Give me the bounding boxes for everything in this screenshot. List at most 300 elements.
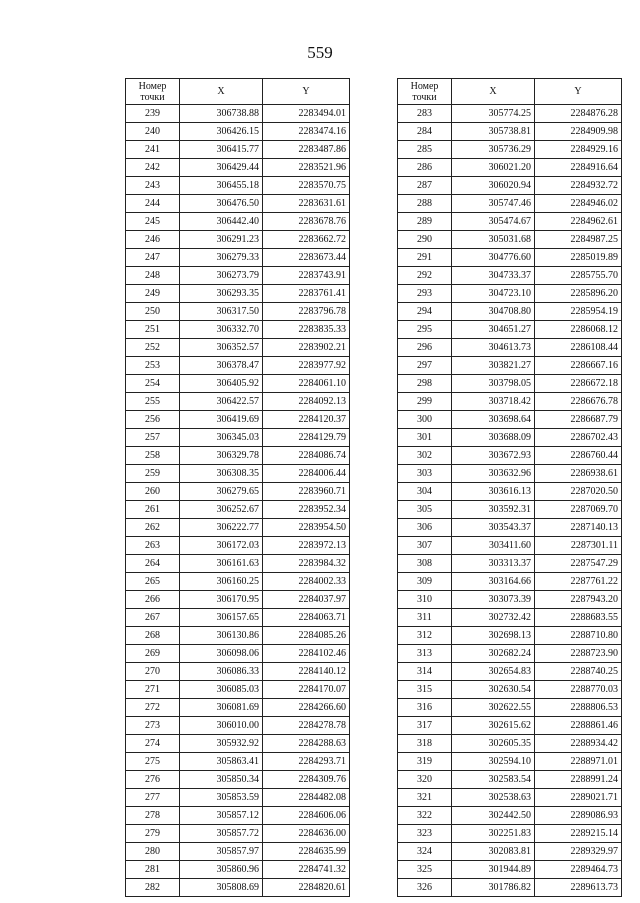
y-value-cell: 2284635.99 bbox=[263, 843, 350, 861]
table-row bbox=[398, 465, 622, 483]
point-number-cell: 253 bbox=[126, 357, 180, 375]
point-number-cell: 263 bbox=[126, 537, 180, 555]
y-value-cell: 2284606.06 bbox=[263, 807, 350, 825]
table-row bbox=[126, 735, 350, 753]
y-value-cell: 2288683.55 bbox=[535, 609, 622, 627]
table-header-row bbox=[126, 79, 350, 105]
y-value-cell: 2284037.97 bbox=[263, 591, 350, 609]
x-value-cell: 302682.24 bbox=[452, 645, 535, 663]
y-value-cell: 2283521.96 bbox=[263, 159, 350, 177]
table-row bbox=[126, 807, 350, 825]
y-value-cell: 2289086.93 bbox=[535, 807, 622, 825]
y-value-cell: 2288861.46 bbox=[535, 717, 622, 735]
point-number-cell: 245 bbox=[126, 213, 180, 231]
y-value-cell: 2283972.13 bbox=[263, 537, 350, 555]
y-value-cell: 2283678.76 bbox=[263, 213, 350, 231]
point-number-cell: 312 bbox=[398, 627, 452, 645]
point-number-cell: 289 bbox=[398, 213, 452, 231]
point-number-cell: 241 bbox=[126, 141, 180, 159]
x-value-cell: 305736.29 bbox=[452, 141, 535, 159]
y-value-cell: 2283902.21 bbox=[263, 339, 350, 357]
point-number-cell: 278 bbox=[126, 807, 180, 825]
y-value-cell: 2284293.71 bbox=[263, 753, 350, 771]
x-value-cell: 306222.77 bbox=[180, 519, 263, 537]
x-value-cell: 303798.05 bbox=[452, 375, 535, 393]
point-number-cell: 271 bbox=[126, 681, 180, 699]
y-value-cell: 2283977.92 bbox=[263, 357, 350, 375]
x-value-cell: 306317.50 bbox=[180, 303, 263, 321]
x-value-cell: 301786.82 bbox=[452, 879, 535, 897]
table-row bbox=[126, 249, 350, 267]
y-value-cell: 2283474.16 bbox=[263, 123, 350, 141]
table-row bbox=[126, 627, 350, 645]
y-value-cell: 2288723.90 bbox=[535, 645, 622, 663]
point-number-cell: 279 bbox=[126, 825, 180, 843]
x-value-cell: 304733.37 bbox=[452, 267, 535, 285]
x-value-cell: 305853.59 bbox=[180, 789, 263, 807]
point-number-cell: 273 bbox=[126, 717, 180, 735]
y-value-cell: 2284820.61 bbox=[263, 879, 350, 897]
point-number-cell: 316 bbox=[398, 699, 452, 717]
y-value-cell: 2289021.71 bbox=[535, 789, 622, 807]
table-row bbox=[126, 429, 350, 447]
table-row bbox=[126, 303, 350, 321]
point-number-cell: 304 bbox=[398, 483, 452, 501]
point-number-cell: 295 bbox=[398, 321, 452, 339]
x-value-cell: 306426.15 bbox=[180, 123, 263, 141]
x-value-cell: 306021.20 bbox=[452, 159, 535, 177]
x-value-cell: 303164.66 bbox=[452, 573, 535, 591]
point-number-cell: 268 bbox=[126, 627, 180, 645]
point-number-cell: 320 bbox=[398, 771, 452, 789]
y-value-cell: 2284170.07 bbox=[263, 681, 350, 699]
table-row bbox=[126, 393, 350, 411]
x-value-cell: 303672.93 bbox=[452, 447, 535, 465]
point-number-cell: 240 bbox=[126, 123, 180, 141]
y-value-cell: 2283984.32 bbox=[263, 555, 350, 573]
point-number-cell: 292 bbox=[398, 267, 452, 285]
x-value-cell: 306293.35 bbox=[180, 285, 263, 303]
table-row bbox=[126, 141, 350, 159]
table-row bbox=[398, 879, 622, 897]
table-row bbox=[398, 573, 622, 591]
x-value-cell: 302251.83 bbox=[452, 825, 535, 843]
x-value-cell: 303688.09 bbox=[452, 429, 535, 447]
x-value-cell: 306442.40 bbox=[180, 213, 263, 231]
x-value-cell: 306345.03 bbox=[180, 429, 263, 447]
table-row bbox=[126, 321, 350, 339]
point-number-cell: 280 bbox=[126, 843, 180, 861]
y-value-cell: 2284876.28 bbox=[535, 105, 622, 123]
point-number-cell: 239 bbox=[126, 105, 180, 123]
page-number: 559 bbox=[307, 43, 333, 62]
table-row bbox=[398, 825, 622, 843]
y-value-cell: 2289215.14 bbox=[535, 825, 622, 843]
table-row bbox=[126, 177, 350, 195]
x-value-cell: 302615.62 bbox=[452, 717, 535, 735]
y-value-cell: 2288770.03 bbox=[535, 681, 622, 699]
point-number-cell: 248 bbox=[126, 267, 180, 285]
x-value-cell: 305747.46 bbox=[452, 195, 535, 213]
table-row bbox=[398, 231, 622, 249]
table-header-row bbox=[398, 79, 622, 105]
table-row bbox=[398, 285, 622, 303]
x-value-cell: 306273.79 bbox=[180, 267, 263, 285]
x-value-cell: 306291.23 bbox=[180, 231, 263, 249]
point-number-cell: 251 bbox=[126, 321, 180, 339]
y-value-cell: 2288991.24 bbox=[535, 771, 622, 789]
point-number-cell: 310 bbox=[398, 591, 452, 609]
x-value-cell: 305031.68 bbox=[452, 231, 535, 249]
y-value-cell: 2284006.44 bbox=[263, 465, 350, 483]
y-value-cell: 2285896.20 bbox=[535, 285, 622, 303]
x-value-cell: 304708.80 bbox=[452, 303, 535, 321]
y-value-cell: 2284278.78 bbox=[263, 717, 350, 735]
y-value-cell: 2283570.75 bbox=[263, 177, 350, 195]
y-value-cell: 2287943.20 bbox=[535, 591, 622, 609]
point-number-cell: 319 bbox=[398, 753, 452, 771]
y-value-cell: 2284962.61 bbox=[535, 213, 622, 231]
point-number-cell: 288 bbox=[398, 195, 452, 213]
x-value-cell: 303718.42 bbox=[452, 393, 535, 411]
point-number-cell: 282 bbox=[126, 879, 180, 897]
x-value-cell: 305774.25 bbox=[452, 105, 535, 123]
table-row bbox=[398, 123, 622, 141]
point-number-cell: 296 bbox=[398, 339, 452, 357]
table-row bbox=[126, 339, 350, 357]
table-row bbox=[398, 159, 622, 177]
x-value-cell: 306130.86 bbox=[180, 627, 263, 645]
point-number-cell: 249 bbox=[126, 285, 180, 303]
point-number-cell: 307 bbox=[398, 537, 452, 555]
table-row bbox=[398, 753, 622, 771]
table-row bbox=[126, 105, 350, 123]
point-number-cell: 244 bbox=[126, 195, 180, 213]
x-value-cell: 305932.92 bbox=[180, 735, 263, 753]
table-row bbox=[126, 771, 350, 789]
point-number-cell: 315 bbox=[398, 681, 452, 699]
y-value-cell: 2284929.16 bbox=[535, 141, 622, 159]
point-number-cell: 283 bbox=[398, 105, 452, 123]
point-number-cell: 254 bbox=[126, 375, 180, 393]
table-row bbox=[398, 357, 622, 375]
y-value-cell: 2284309.76 bbox=[263, 771, 350, 789]
y-value-cell: 2289329.97 bbox=[535, 843, 622, 861]
y-value-cell: 2284092.13 bbox=[263, 393, 350, 411]
point-number-cell: 260 bbox=[126, 483, 180, 501]
point-number-cell: 322 bbox=[398, 807, 452, 825]
y-value-cell: 2285755.70 bbox=[535, 267, 622, 285]
x-value-cell: 303616.13 bbox=[452, 483, 535, 501]
y-value-cell: 2284987.25 bbox=[535, 231, 622, 249]
table-row bbox=[126, 555, 350, 573]
point-number-cell: 285 bbox=[398, 141, 452, 159]
table-row bbox=[398, 501, 622, 519]
point-number-cell: 303 bbox=[398, 465, 452, 483]
y-value-cell: 2286108.44 bbox=[535, 339, 622, 357]
coordinates-table-right bbox=[397, 78, 622, 897]
x-value-cell: 304776.60 bbox=[452, 249, 535, 267]
point-number-cell: 258 bbox=[126, 447, 180, 465]
x-value-cell: 306279.33 bbox=[180, 249, 263, 267]
x-value-cell: 306415.77 bbox=[180, 141, 263, 159]
point-number-cell: 276 bbox=[126, 771, 180, 789]
table-row bbox=[126, 465, 350, 483]
x-value-cell: 306086.33 bbox=[180, 663, 263, 681]
point-number-cell: 291 bbox=[398, 249, 452, 267]
table-row bbox=[398, 411, 622, 429]
table-row bbox=[398, 519, 622, 537]
y-value-cell: 2284002.33 bbox=[263, 573, 350, 591]
y-value-cell: 2284086.74 bbox=[263, 447, 350, 465]
x-value-cell: 305857.97 bbox=[180, 843, 263, 861]
x-value-cell: 305474.67 bbox=[452, 213, 535, 231]
table-row bbox=[398, 609, 622, 627]
x-value-cell: 306329.78 bbox=[180, 447, 263, 465]
y-value-cell: 2285019.89 bbox=[535, 249, 622, 267]
point-number-cell: 274 bbox=[126, 735, 180, 753]
x-value-cell: 305808.69 bbox=[180, 879, 263, 897]
point-number-cell: 309 bbox=[398, 573, 452, 591]
coordinates-body-left bbox=[126, 105, 350, 897]
table-row bbox=[126, 447, 350, 465]
point-number-cell: 306 bbox=[398, 519, 452, 537]
y-value-cell: 2283761.41 bbox=[263, 285, 350, 303]
table-row bbox=[126, 789, 350, 807]
x-value-cell: 306020.94 bbox=[452, 177, 535, 195]
table-row bbox=[126, 591, 350, 609]
x-value-cell: 305863.41 bbox=[180, 753, 263, 771]
x-value-cell: 306160.25 bbox=[180, 573, 263, 591]
point-number-header-line2: точки bbox=[412, 91, 437, 103]
table-row bbox=[398, 861, 622, 879]
point-number-cell: 269 bbox=[126, 645, 180, 663]
table-row bbox=[398, 699, 622, 717]
point-number-cell: 266 bbox=[126, 591, 180, 609]
y-value-cell: 2284909.98 bbox=[535, 123, 622, 141]
x-value-cell: 306455.18 bbox=[180, 177, 263, 195]
x-value-cell: 305850.34 bbox=[180, 771, 263, 789]
point-number-cell: 257 bbox=[126, 429, 180, 447]
x-value-cell: 306429.44 bbox=[180, 159, 263, 177]
y-value-cell: 2288806.53 bbox=[535, 699, 622, 717]
y-value-cell: 2288740.25 bbox=[535, 663, 622, 681]
y-value-cell: 2286667.16 bbox=[535, 357, 622, 375]
table-row bbox=[126, 375, 350, 393]
y-value-cell: 2284085.26 bbox=[263, 627, 350, 645]
table-row bbox=[126, 753, 350, 771]
point-number-cell: 293 bbox=[398, 285, 452, 303]
table-row bbox=[126, 501, 350, 519]
y-value-cell: 2288971.01 bbox=[535, 753, 622, 771]
x-value-cell: 306010.00 bbox=[180, 717, 263, 735]
x-value-cell: 306332.70 bbox=[180, 321, 263, 339]
x-value-cell: 303313.37 bbox=[452, 555, 535, 573]
table-row bbox=[126, 681, 350, 699]
point-number-cell: 261 bbox=[126, 501, 180, 519]
y-value-cell: 2287301.11 bbox=[535, 537, 622, 555]
table-row bbox=[126, 213, 350, 231]
coordinates-body-right bbox=[398, 105, 622, 897]
y-value-cell: 2283487.86 bbox=[263, 141, 350, 159]
x-value-cell: 304651.27 bbox=[452, 321, 535, 339]
x-value-cell: 306161.63 bbox=[180, 555, 263, 573]
table-row bbox=[126, 861, 350, 879]
table-row bbox=[126, 123, 350, 141]
point-number-cell: 277 bbox=[126, 789, 180, 807]
x-value-cell: 305857.12 bbox=[180, 807, 263, 825]
point-number-cell: 256 bbox=[126, 411, 180, 429]
point-number-cell: 324 bbox=[398, 843, 452, 861]
y-value-cell: 2284266.60 bbox=[263, 699, 350, 717]
table-row bbox=[126, 285, 350, 303]
y-value-cell: 2284129.79 bbox=[263, 429, 350, 447]
point-number-cell: 314 bbox=[398, 663, 452, 681]
point-number-cell: 325 bbox=[398, 861, 452, 879]
table-row bbox=[398, 789, 622, 807]
point-number-header-line1: Номер bbox=[410, 80, 439, 92]
table-row bbox=[126, 195, 350, 213]
table-row bbox=[398, 177, 622, 195]
point-number-cell: 252 bbox=[126, 339, 180, 357]
table-row bbox=[398, 681, 622, 699]
y-value-cell: 2286760.44 bbox=[535, 447, 622, 465]
point-number-cell: 265 bbox=[126, 573, 180, 591]
point-number-header bbox=[398, 79, 452, 105]
x-value-cell: 306098.06 bbox=[180, 645, 263, 663]
point-number-cell: 305 bbox=[398, 501, 452, 519]
table-row bbox=[398, 447, 622, 465]
x-value-cell: 302594.10 bbox=[452, 753, 535, 771]
table-row bbox=[126, 699, 350, 717]
x-value-cell: 305857.72 bbox=[180, 825, 263, 843]
x-value-cell: 304723.10 bbox=[452, 285, 535, 303]
y-value-cell: 2284932.72 bbox=[535, 177, 622, 195]
y-value-cell: 2287547.29 bbox=[535, 555, 622, 573]
y-value-cell: 2283835.33 bbox=[263, 321, 350, 339]
table-row bbox=[398, 483, 622, 501]
table-row bbox=[398, 249, 622, 267]
table-row bbox=[126, 879, 350, 897]
table-row bbox=[398, 321, 622, 339]
table-row bbox=[398, 195, 622, 213]
y-value-cell: 2287069.70 bbox=[535, 501, 622, 519]
x-value-cell: 306378.47 bbox=[180, 357, 263, 375]
point-number-cell: 317 bbox=[398, 717, 452, 735]
table-row bbox=[126, 609, 350, 627]
point-number-header-line1: Номер bbox=[138, 80, 167, 92]
point-number-cell: 323 bbox=[398, 825, 452, 843]
table-row bbox=[126, 825, 350, 843]
x-value-cell: 302622.55 bbox=[452, 699, 535, 717]
table-row bbox=[398, 303, 622, 321]
table-row bbox=[126, 483, 350, 501]
x-value-cell: 302538.63 bbox=[452, 789, 535, 807]
y-header: Y bbox=[263, 79, 350, 105]
x-value-cell: 305738.81 bbox=[452, 123, 535, 141]
table-row bbox=[398, 429, 622, 447]
table-row bbox=[398, 393, 622, 411]
x-value-cell: 306422.57 bbox=[180, 393, 263, 411]
y-value-cell: 2283796.78 bbox=[263, 303, 350, 321]
table-row bbox=[398, 663, 622, 681]
point-number-cell: 326 bbox=[398, 879, 452, 897]
table-row bbox=[398, 267, 622, 285]
x-value-cell: 302732.42 bbox=[452, 609, 535, 627]
x-value-cell: 302083.81 bbox=[452, 843, 535, 861]
table-row bbox=[398, 735, 622, 753]
y-value-cell: 2286676.78 bbox=[535, 393, 622, 411]
y-value-cell: 2284482.08 bbox=[263, 789, 350, 807]
y-value-cell: 2287020.50 bbox=[535, 483, 622, 501]
x-value-cell: 302442.50 bbox=[452, 807, 535, 825]
table-row bbox=[398, 141, 622, 159]
x-value-cell: 303411.60 bbox=[452, 537, 535, 555]
x-value-cell: 306252.67 bbox=[180, 501, 263, 519]
table-row bbox=[126, 267, 350, 285]
y-value-cell: 2289613.73 bbox=[535, 879, 622, 897]
x-value-cell: 306085.03 bbox=[180, 681, 263, 699]
coordinates-table-left bbox=[125, 78, 350, 897]
x-value-cell: 302583.54 bbox=[452, 771, 535, 789]
y-value-cell: 2287761.22 bbox=[535, 573, 622, 591]
x-value-cell: 304613.73 bbox=[452, 339, 535, 357]
point-number-cell: 267 bbox=[126, 609, 180, 627]
x-value-cell: 306352.57 bbox=[180, 339, 263, 357]
table-row bbox=[126, 573, 350, 591]
y-value-cell: 2286702.43 bbox=[535, 429, 622, 447]
x-value-cell: 306279.65 bbox=[180, 483, 263, 501]
point-number-cell: 321 bbox=[398, 789, 452, 807]
table-row bbox=[398, 843, 622, 861]
table-row bbox=[126, 231, 350, 249]
point-number-cell: 255 bbox=[126, 393, 180, 411]
table-row bbox=[398, 627, 622, 645]
y-value-cell: 2288934.42 bbox=[535, 735, 622, 753]
point-number-cell: 318 bbox=[398, 735, 452, 753]
point-number-cell: 281 bbox=[126, 861, 180, 879]
y-value-cell: 2283631.61 bbox=[263, 195, 350, 213]
point-number-cell: 270 bbox=[126, 663, 180, 681]
table-row bbox=[398, 105, 622, 123]
y-value-cell: 2283952.34 bbox=[263, 501, 350, 519]
x-value-cell: 306738.88 bbox=[180, 105, 263, 123]
point-number-cell: 294 bbox=[398, 303, 452, 321]
point-number-cell: 301 bbox=[398, 429, 452, 447]
point-number-cell: 290 bbox=[398, 231, 452, 249]
x-value-cell: 303821.27 bbox=[452, 357, 535, 375]
y-value-cell: 2287140.13 bbox=[535, 519, 622, 537]
x-header: X bbox=[180, 79, 263, 105]
y-value-cell: 2284288.63 bbox=[263, 735, 350, 753]
x-value-cell: 306405.92 bbox=[180, 375, 263, 393]
y-value-cell: 2283673.44 bbox=[263, 249, 350, 267]
table-row bbox=[398, 375, 622, 393]
table-row bbox=[398, 645, 622, 663]
y-value-cell: 2283743.91 bbox=[263, 267, 350, 285]
point-number-cell: 300 bbox=[398, 411, 452, 429]
x-value-cell: 306419.69 bbox=[180, 411, 263, 429]
y-value-cell: 2289464.73 bbox=[535, 861, 622, 879]
point-number-header-line2: точки bbox=[140, 91, 165, 103]
table-row bbox=[398, 591, 622, 609]
y-value-cell: 2284120.37 bbox=[263, 411, 350, 429]
point-number-cell: 284 bbox=[398, 123, 452, 141]
y-value-cell: 2284916.64 bbox=[535, 159, 622, 177]
table-row bbox=[126, 411, 350, 429]
point-number-cell: 302 bbox=[398, 447, 452, 465]
point-number-cell: 247 bbox=[126, 249, 180, 267]
